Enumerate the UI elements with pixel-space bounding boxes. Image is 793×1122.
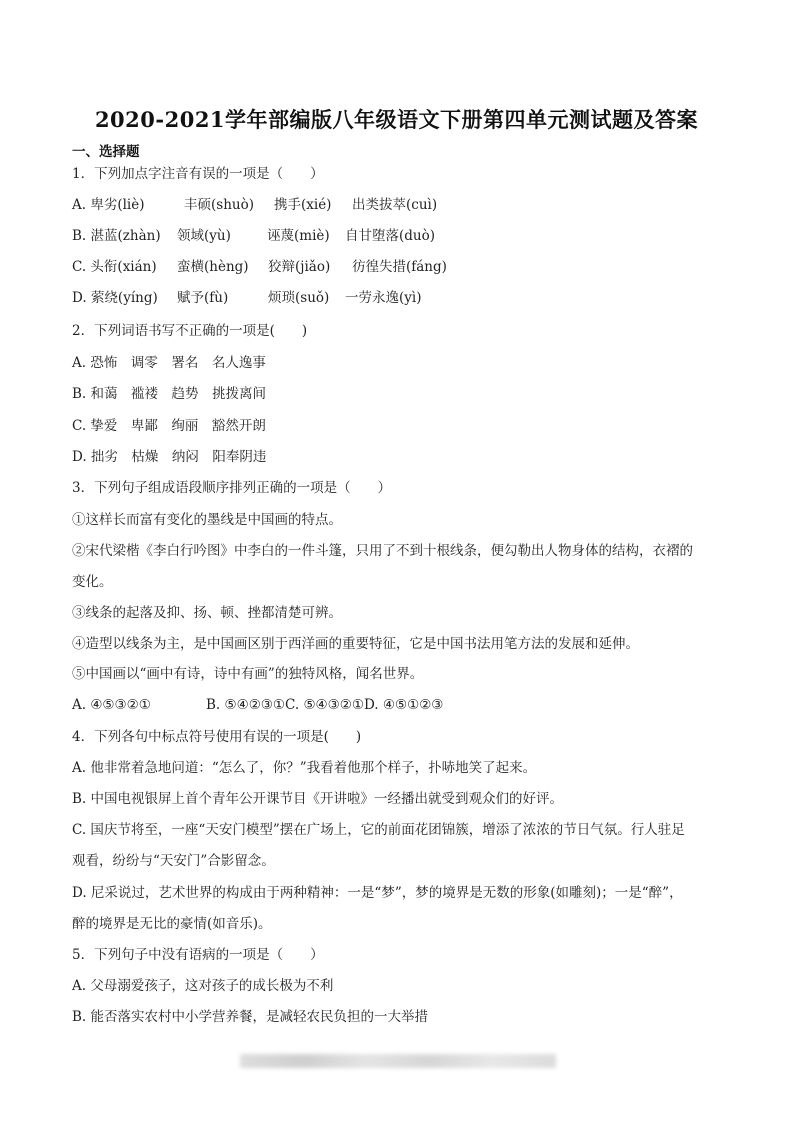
question-4-option-c: C. 国庆节将至，一座“天安门模型”摆在广场上，它的前面花团锦簇，增添了浓浓的节日气氛。行人驻足 xyxy=(72,822,685,838)
question-1-option-b xyxy=(72,227,435,245)
question-3-sentence-2-cont: 变化。 xyxy=(72,574,113,590)
question-4-stem: 4．下列各句中标点符号使用有误的一项是( ) xyxy=(72,729,362,745)
question-4-option-c-cont: 观看，纷纷与“天安门”合影留念。 xyxy=(72,853,275,869)
question-3-options xyxy=(72,696,443,714)
option-cell: 携手(xié) xyxy=(274,197,332,213)
option-cell: D. 萦绕(yíng) xyxy=(72,290,158,306)
question-3-stem: 3．下列句子组成语段顺序排列正确的一项是（ ） xyxy=(72,480,392,496)
option-cell: C. 头衔(xián) xyxy=(72,259,157,275)
question-1-option-d xyxy=(72,289,421,307)
option-cell: 狡辩(jiǎo) xyxy=(268,259,331,275)
option-cell: 彷徨失措(fáng) xyxy=(352,259,447,275)
option-cell: 自甘堕落(duò) xyxy=(345,228,435,244)
option-cell: 烦琐(suǒ) xyxy=(268,290,330,306)
question-3-sentence-2: ②宋代梁楷《李白行吟图》中李白的一件斗篷，只用了不到十根线条，便勾勒出人物身体的结构，衣褶的 xyxy=(72,543,693,559)
option-cell: 蛮横(hèng) xyxy=(177,259,249,275)
question-3-sentence-5: ⑤中国画以“画中有诗，诗中有画”的独特风格，闻名世界。 xyxy=(72,666,424,682)
option-cell: 丰硕(shuò) xyxy=(184,197,254,213)
question-2-option-a: A. 恐怖 调零 署名 名人逸事 xyxy=(72,355,266,371)
option-cell: A. 卑劣(liè) xyxy=(72,197,145,213)
question-1-option-a xyxy=(72,196,437,214)
option-cell: 诬蔑(miè) xyxy=(267,228,330,244)
question-4-option-a: A. 他非常着急地问道：“怎么了，你？”我看着他那个样子，扑哧地笑了起来。 xyxy=(72,760,537,776)
options-bcd: B. ⑤④②③①C. ⑤④③②①D. ④⑤①②③ xyxy=(206,697,444,713)
question-5-stem: 5．下列句子中没有语病的一项是（ ） xyxy=(72,947,324,963)
option-cell: B. 湛蓝(zhàn) xyxy=(72,228,161,244)
page-title: 2020-2021学年部编版八年级语文下册第四单元测试题及答案 xyxy=(94,107,699,132)
blurred-watermark xyxy=(240,1054,556,1068)
option-cell: 赋予(fù) xyxy=(177,290,229,306)
question-1-stem: 1．下列加点字注音有误的一项是（ ） xyxy=(72,166,324,182)
question-2-option-c: C. 挚爱 卑鄙 绚丽 豁然开朗 xyxy=(72,418,266,434)
question-2-stem: 2．下列词语书写不正确的一项是( ) xyxy=(72,323,308,339)
question-5-option-b: B. 能否落实农村中小学营养餐，是减轻农民负担的一大举措 xyxy=(72,1009,429,1025)
question-3-sentence-1: ①这样长而富有变化的墨线是中国画的特点。 xyxy=(72,512,342,528)
option-cell: 一劳永逸(yì) xyxy=(345,290,422,306)
section-heading: 一、选择题 xyxy=(72,144,140,160)
question-3-sentence-4: ④造型以线条为主，是中国画区别于西洋画的重要特征，它是中国书法用笔方法的发展和延伸。 xyxy=(72,636,639,652)
option-cell: 领域(yù) xyxy=(177,228,231,244)
question-4-option-d: D. 尼采说过，艺术世界的构成由于两种精神：一是“梦”，梦的境界是无数的形象(如雕刻)；一是“醉”， xyxy=(72,885,683,901)
question-1-option-c xyxy=(72,258,447,276)
question-4-option-b: B. 中国电视银屏上首个青年公开课节目《开讲啦》一经播出就受到观众们的好评。 xyxy=(72,791,564,807)
question-2-option-d: D. 拙劣 枯燥 纳闷 阳奉阴违 xyxy=(72,449,267,465)
question-2-option-b: B. 和蔼 褴褛 趋势 挑拨离间 xyxy=(72,386,267,402)
question-4-option-d-cont: 醉的境界是无比的豪情(如音乐)。 xyxy=(72,916,272,932)
option-cell: 出类拔萃(cuì) xyxy=(352,197,438,213)
option-a: A. ④⑤③②① xyxy=(72,697,151,713)
question-3-sentence-3: ③线条的起落及抑、扬、顿、挫都清楚可辨。 xyxy=(72,605,342,621)
question-5-option-a: A. 父母溺爱孩子，这对孩子的成长极为不利 xyxy=(72,978,334,994)
